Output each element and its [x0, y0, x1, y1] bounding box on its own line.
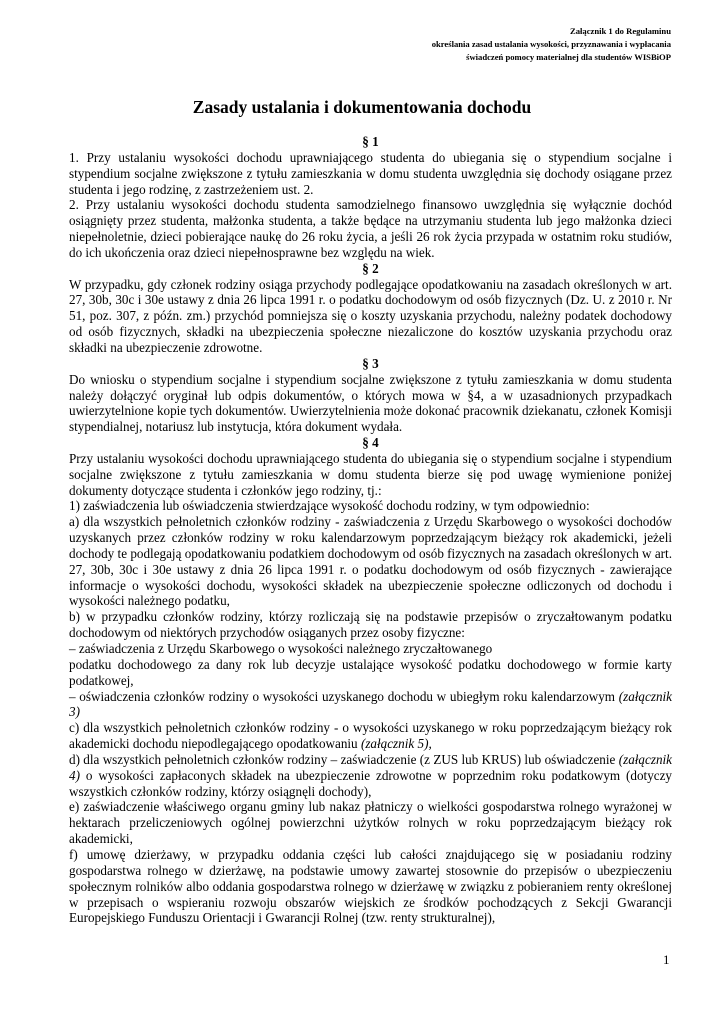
annex-header [251, 25, 671, 64]
annex-header-line1: Załącznik 1 do Regulaminu [570, 26, 671, 36]
section-4-item-b-dash-1: – zaświadczenia z Urzędu Skarbowego o wysokości należnego zryczałtowanego [69, 641, 493, 656]
section-4-item-d-start: d) dla wszystkich pełnoletnich członków rodziny – zaświadczenie (z ZUS lub KRUS) lub oświadczenie [69, 751, 616, 767]
annex-header-line2: określania zasad ustalania wysokości, przyznawania i wypłacania [431, 39, 671, 49]
section-4-item-f: f) umowę dzierżawy, w przypadku oddania części lub całości znajdującego się w posiadaniu rodziny gospodarstwa rolnego w dzierżawę, na podstawie umowy zawartej stosownie do przepisów o ubezpieczeniu społecznym rolników albo oddania gospodarstwa rolnego w dzierżawę w związku z pobieraniem renty określonej w przepisach o wspieraniu rozwoju obszarów wiejskich ze środków pochodzących z Sekcji Gwarancji Europejskiego Funduszu Orientacji i Gwarancji Rolnej (tzw. renty strukturalnej), [69, 846, 672, 926]
section-1-paragraph-1: 1. Przy ustalaniu wysokości dochodu uprawniającego studenta do ubiegania się o stypendium socjalne i stypendium socjalne zwiększone z tytułu zamieszkania w domu studenta uwzględnia się dochody osiągane przez studenta i jego rodzinę, z zastrzeżeniem ust. 2. [69, 149, 672, 197]
section-3-heading: § 3 [362, 355, 379, 371]
document-title: Zasady ustalania i dokumentowania dochodu [192, 97, 532, 117]
section-2-paragraph: W przypadku, gdy członek rodziny osiąga przychody podlegające opodatkowaniu na zasadach określonych w art. 27, 30b, 30c i 30e ustawy z dnia 26 lipca 1991 r. o podatku dochodowym od osób fizycznych (Dz. U. z 2010 r. Nr 51, poz. 307, z późn. zm.) przychód pomniejsza się o koszty uzyskania przychodu, należny podatek dochodowy od osób fizycznych, składki na ubezpieczenia społeczne niezaliczone do kosztów uzyskania przychodu oraz składki na ubezpieczenie zdrowotne. [69, 276, 672, 355]
section-4-item-c-ref: (załącznik 5), [360, 736, 432, 752]
document-body [69, 134, 672, 926]
section-4-item-d [69, 752, 672, 800]
section-4-item-b: b) w przypadku członków rodziny, którzy rozliczają się na podstawie przepisów o zryczałtowanym podatku dochodowym od niektórych przychodów osiąganych przez osoby fizyczne: [69, 609, 672, 641]
section-4-item-c [69, 720, 672, 752]
section-1-paragraph-2: 2. Przy ustalaniu wysokości dochodu studenta samodzielnego finansowo uwzględnia się wyłącznie dochód osiągnięty przez studenta, małżonka studenta, a także będące na utrzymaniu studenta lub jego małżonka dzieci niepełnoletnie, dzieci pobierające naukę do 26 roku życia, a jeśli 26 rok życia przypada w ostatnim roku studiów, do ich ukończenia oraz dzieci niepełnosprawne bez względu na wiek. [69, 197, 672, 260]
section-4-item-b-continuation: podatku dochodowego za dany rok lub decyzje ustalające wysokość podatku dochodowego w formie karty podatkowej, [69, 656, 672, 688]
page-number: 1 [663, 952, 670, 967]
section-2-heading: § 2 [362, 260, 379, 276]
section-4-item-d-ref: (załącznik 4) [69, 751, 672, 783]
section-4-item-e: e) zaświadczenie właściwego organu gminy lub nakaz płatniczy o wielkości gospodarstwa rolnego wyrażonej w hektarach przeliczeniowych ogólnej powierzchni użytków rolnych w roku poprzedzającym bieżący rok akademicki, [69, 799, 672, 847]
section-4-item-b-dash-2-ref: (załącznik 3) [69, 688, 672, 720]
section-4-heading: § 4 [362, 435, 379, 451]
annex-header-line3: świadczeń pomocy materialnej dla studentów WISBiOP [466, 52, 671, 62]
section-4-item-c-text: c) dla wszystkich pełnoletnich członków rodziny - o wysokości uzyskanego w roku poprzedzającym bieżący rok akademicki dochodu niepodlegającego opodatkowaniu [69, 720, 672, 752]
section-4-item-d-end: o wysokości zapłaconych składek na ubezpieczenie zdrowotne w poprzednim roku podatkowym (dotyczy wszystkich członków rodziny, którzy osiągnęli dochody), [69, 767, 672, 799]
section-4-intro: Przy ustalaniu wysokości dochodu uprawniającego studenta do ubiegania się o stypendium socjalne i stypendium socjalne zwiększone z tytułu zamieszkania w domu studenta bierze się pod uwagę wymienione poniżej dokumenty dotyczące studenta i członków jego rodziny, tj.: [69, 450, 672, 498]
section-4-item-a: a) dla wszystkich pełnoletnich członków rodziny - zaświadczenia z Urzędu Skarbowego o wysokości dochodów uzyskanych przez członków rodziny w roku kalendarzowym poprzedzającym bieżący rok akademicki, jeżeli dochody te podlegają opodatkowaniu podatkiem dochodowym od osób fizycznych na zasadach określonych w art. 27, 30b, 30c i 30e ustawy z dnia 26 lipca 1991 r. o podatku dochodowym od osób fizycznych - zawierające informacje o wysokości dochodu, wysokości składek na ubezpieczenie społeczne odliczonych od dochodu i wysokości należnego podatku, [69, 514, 672, 609]
section-1-heading: § 1 [362, 134, 379, 149]
section-4-item-1: 1) zaświadczenia lub oświadczenia stwierdzające wysokość dochodu rodziny, w tym odpowiednio: [69, 498, 590, 514]
section-4-item-b-dash-2 [69, 689, 672, 721]
section-3-paragraph: Do wniosku o stypendium socjalne i stypendium socjalne zwiększone z tytułu zamieszkania w domu studenta należy dołączyć oryginał lub odpis dokumentów, o których mowa w §4, a w uzasadnionych przypadkach uwierzytelnione kopie tych dokumentów. Uwierzytelnienia może dokonać pracownik dziekanatu, członek Komisji stypendialnej, notariusz lub instytucja, która dokument wydała. [69, 371, 672, 435]
section-4-item-b-dash-2-text: – oświadczenia członków rodziny o wysokości uzyskanego dochodu w ubiegłym roku kalendarzowym [69, 688, 615, 704]
